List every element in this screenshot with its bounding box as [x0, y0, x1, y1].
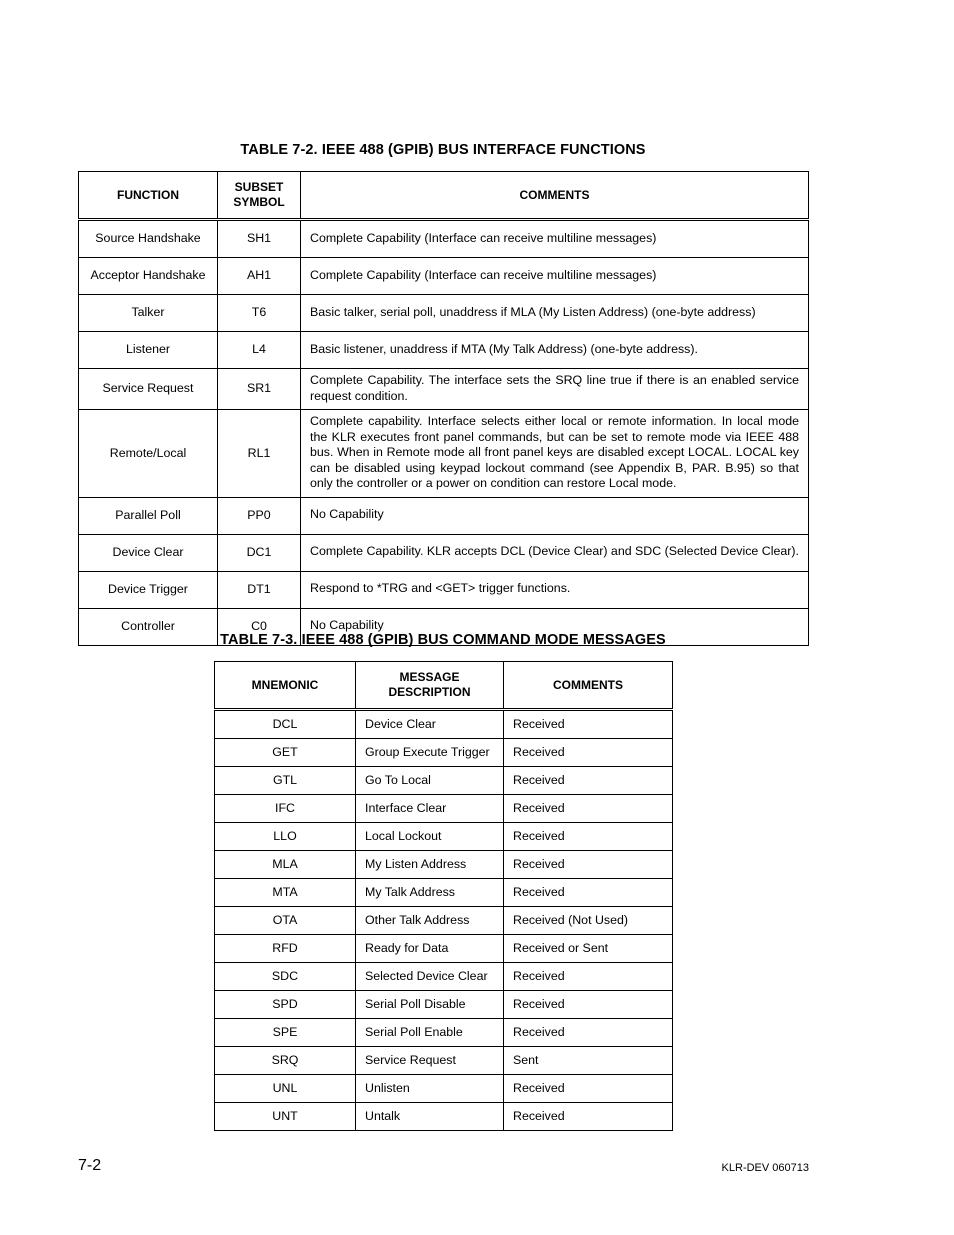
cell-mnemonic: RFD: [215, 935, 356, 963]
cell-description: Interface Clear: [356, 795, 504, 823]
cell-comments: Received or Sent: [504, 935, 673, 963]
table-row: [79, 220, 809, 258]
cell-mnemonic: UNT: [215, 1103, 356, 1131]
table-row: [215, 710, 673, 739]
header-mnemonic: MNEMONIC: [215, 662, 356, 710]
cell-comments: Complete capability. Interface selects either local or remote information. In local mode the KLR executes front panel commands, but can be set to remote mode via IEEE 488 bus. When in Remote mode all front panel keys are disabled except LOCAL. LOCAL key can be disabled using keypad lockout command (see Appendix B, PAR. B.95) so that only the controller or a power on condition can restore Local mode.: [301, 410, 809, 498]
table-7-2-title: TABLE 7-2. IEEE 488 (GPIB) BUS INTERFACE FUNCTIONS: [240, 142, 646, 158]
header-subset-line1: SUBSET: [234, 180, 284, 194]
cell-subset-symbol: DT1: [218, 571, 301, 608]
cell-mnemonic: OTA: [215, 907, 356, 935]
table-row: [215, 991, 673, 1019]
table-row: [215, 1019, 673, 1047]
cell-description: My Listen Address: [356, 851, 504, 879]
cell-subset-symbol: PP0: [218, 497, 301, 534]
cell-description: Local Lockout: [356, 823, 504, 851]
page-number: 7-2: [78, 1157, 102, 1174]
header-message-description: [356, 662, 504, 710]
cell-comments: Received: [504, 710, 673, 739]
cell-comments: No Capability: [301, 608, 809, 645]
cell-function: Service Request: [79, 369, 218, 410]
table-row: [215, 1047, 673, 1075]
table-row: [215, 963, 673, 991]
table-row: [215, 935, 673, 963]
cell-mnemonic: SPD: [215, 991, 356, 1019]
cell-comments: Respond to *TRG and <GET> trigger functions.: [301, 571, 809, 608]
cell-description: Untalk: [356, 1103, 504, 1131]
table-row: [215, 879, 673, 907]
cell-function: Acceptor Handshake: [79, 258, 218, 295]
cell-comments: Received (Not Used): [504, 907, 673, 935]
header-subset-line2: SYMBOL: [233, 195, 285, 209]
header-desc-line2: DESCRIPTION: [388, 685, 471, 699]
cell-description: Device Clear: [356, 710, 504, 739]
table-row: [79, 332, 809, 369]
command-mode-messages-table: [214, 661, 673, 1131]
cell-function: Parallel Poll: [79, 497, 218, 534]
cell-description: Go To Local: [356, 767, 504, 795]
cell-comments: Received: [504, 1075, 673, 1103]
cell-comments: Complete Capability (Interface can receive multiline messages): [301, 220, 809, 258]
cell-mnemonic: SRQ: [215, 1047, 356, 1075]
cell-subset-symbol: RL1: [218, 410, 301, 498]
header-comments: COMMENTS: [301, 172, 809, 220]
cell-comments: Received: [504, 1103, 673, 1131]
table-row: [79, 534, 809, 571]
table-row: [215, 907, 673, 935]
cell-function: Source Handshake: [79, 220, 218, 258]
table-row: [215, 767, 673, 795]
cell-mnemonic: MLA: [215, 851, 356, 879]
cell-description: Group Execute Trigger: [356, 739, 504, 767]
table-7-3-title: TABLE 7-3. IEEE 488 (GPIB) BUS COMMAND MODE MESSAGES: [220, 632, 666, 648]
interface-functions-table: [78, 171, 809, 646]
cell-description: Unlisten: [356, 1075, 504, 1103]
cell-mnemonic: GTL: [215, 767, 356, 795]
table-header-row: [79, 172, 809, 220]
cell-description: Other Talk Address: [356, 907, 504, 935]
cell-subset-symbol: DC1: [218, 534, 301, 571]
table-row: [79, 295, 809, 332]
cell-function: Talker: [79, 295, 218, 332]
cell-description: Selected Device Clear: [356, 963, 504, 991]
table-row: [215, 739, 673, 767]
cell-subset-symbol: T6: [218, 295, 301, 332]
cell-description: Service Request: [356, 1047, 504, 1075]
table-header-row: [215, 662, 673, 710]
cell-function: Remote/Local: [79, 410, 218, 498]
table-row: [215, 851, 673, 879]
cell-comments: Received: [504, 739, 673, 767]
cell-description: Serial Poll Disable: [356, 991, 504, 1019]
cell-description: Serial Poll Enable: [356, 1019, 504, 1047]
cell-comments: Received: [504, 795, 673, 823]
cell-subset-symbol: C0: [218, 608, 301, 645]
cell-subset-symbol: SR1: [218, 369, 301, 410]
table-row: [215, 823, 673, 851]
table-row: [79, 497, 809, 534]
cell-comments: Sent: [504, 1047, 673, 1075]
header-subset-symbol: [218, 172, 301, 220]
cell-mnemonic: DCL: [215, 710, 356, 739]
table-row: [79, 410, 809, 498]
cell-comments: Received: [504, 1019, 673, 1047]
cell-description: My Talk Address: [356, 879, 504, 907]
cell-comments: Received: [504, 767, 673, 795]
cell-comments: Basic listener, unaddress if MTA (My Talk Address) (one-byte address).: [301, 332, 809, 369]
cell-description: Ready for Data: [356, 935, 504, 963]
cell-comments: Received: [504, 991, 673, 1019]
cell-mnemonic: SPE: [215, 1019, 356, 1047]
cell-mnemonic: MTA: [215, 879, 356, 907]
cell-mnemonic: IFC: [215, 795, 356, 823]
cell-function: Listener: [79, 332, 218, 369]
document-id: KLR-DEV 060713: [721, 1162, 809, 1174]
header-desc-line1: MESSAGE: [399, 670, 460, 684]
cell-comments: Complete Capability. KLR accepts DCL (Device Clear) and SDC (Selected Device Clear).: [301, 534, 809, 571]
table-row: [79, 369, 809, 410]
table-row: [79, 571, 809, 608]
cell-comments: Received: [504, 851, 673, 879]
cell-mnemonic: LLO: [215, 823, 356, 851]
table-row: [215, 1103, 673, 1131]
header-comments: COMMENTS: [504, 662, 673, 710]
cell-comments: Complete Capability (Interface can receive multiline messages): [301, 258, 809, 295]
cell-comments: Complete Capability. The interface sets the SRQ line true if there is an enabled service request condition.: [301, 369, 809, 410]
cell-comments: Received: [504, 963, 673, 991]
cell-mnemonic: UNL: [215, 1075, 356, 1103]
cell-subset-symbol: L4: [218, 332, 301, 369]
cell-comments: Received: [504, 879, 673, 907]
table-row: [215, 1075, 673, 1103]
cell-comments: Received: [504, 823, 673, 851]
cell-mnemonic: SDC: [215, 963, 356, 991]
cell-subset-symbol: SH1: [218, 220, 301, 258]
header-function: FUNCTION: [79, 172, 218, 220]
cell-function: Controller: [79, 608, 218, 645]
cell-subset-symbol: AH1: [218, 258, 301, 295]
cell-function: Device Trigger: [79, 571, 218, 608]
cell-mnemonic: GET: [215, 739, 356, 767]
cell-comments: No Capability: [301, 497, 809, 534]
cell-comments: Basic talker, serial poll, unaddress if MLA (My Listen Address) (one-byte address): [301, 295, 809, 332]
cell-function: Device Clear: [79, 534, 218, 571]
table-row: [79, 258, 809, 295]
table-row: [215, 795, 673, 823]
